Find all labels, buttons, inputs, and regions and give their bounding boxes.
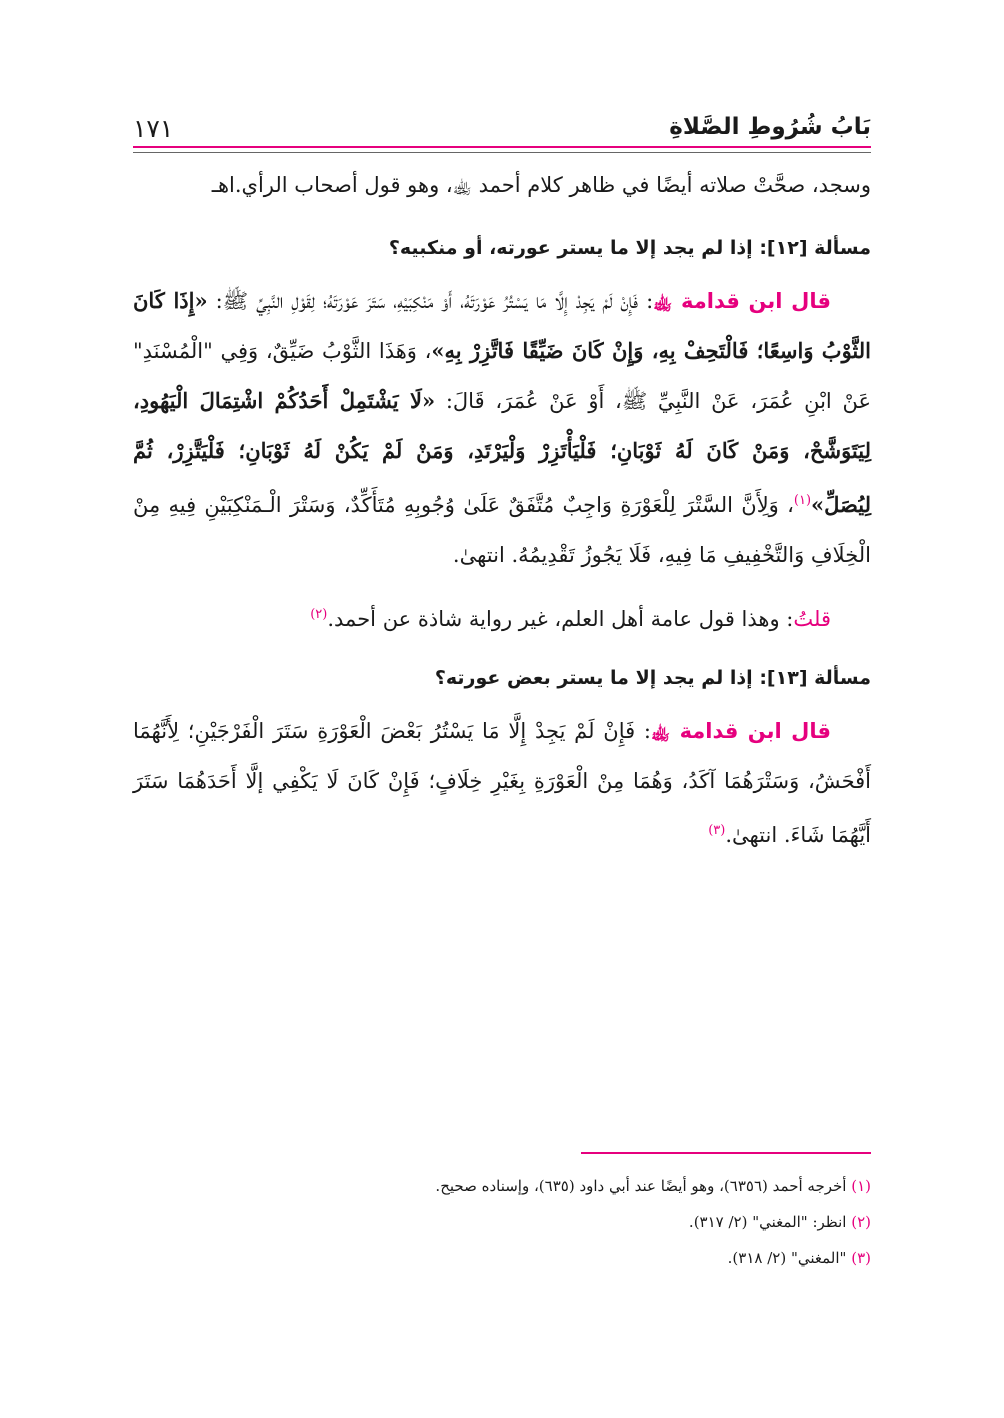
page-body — [133, 160, 871, 860]
hadith-2: «لَا يَشْتَمِلْ أَحَدُكُمْ اشْتِمَالَ الْيَهُودِ، لِيَتَوَشَّحْ، وَمَنْ كَانَ لَهُ ثَوْبَانِ؛ فَلْيَأْتَزِرْ وَلْيَرْتَدِ، وَمَنْ لَمْ يَكُنْ لَهُ ثَوْبَانِ؛ فَلْيَتَّزِرْ، ثُمَّ لِيُصَلِّ» — [133, 388, 871, 517]
footnote-3 — [133, 1240, 871, 1276]
p2-part1: : فَإِنْ لَمْ يَجِدْ إِلَّا مَا يَسْتُرُ عَوْرَتَهُ، أَوْ مَنْكِبَيْهِ، سَتَرَ عَوْرَتَهُ؛ لِقَوْلِ النَّبِيِّ ﷺ: — [207, 289, 654, 313]
p4-text: : فَإِنْ لَمْ يَجِدْ إِلَّا مَا يَسْتُرُ بَعْضَ الْعَوْرَةِ سَتَرَ الْفَرْجَيْنِ؛ لِأَنَّهُمَا أَفْحَشُ، وَسَتْرَهُمَا آكَدُ، وَهُمَا مِنْ الْعَوْرَةِ بِغَيْرِ خِلَافٍ؛ فَإِنْ كَانَ لَا يَكْفِي إلَّا أَحَدَهُمَا سَتَرَ أَيَّهُمَا شَاءَ. انتهىٰ. — [133, 719, 871, 847]
question-13-label: مسألة [١٣]: — [759, 667, 871, 689]
paragraph-2 — [133, 276, 871, 580]
question-12 — [133, 228, 871, 268]
chapter-title: بَابُ شُرُوطِ الصَّلاةِ — [669, 114, 871, 140]
question-12-text: إذا لم يجد إلا ما يستر عورته، أو منكبيه؟ — [388, 237, 753, 259]
footnote-1-text: أخرجه أحمد (٦٣٥٦)، وهو أيضًا عند أبي داود (٦٣٥)، وإسناده صحيح. — [435, 1177, 852, 1195]
question-13-text: إذا لم يجد إلا ما يستر بعض عورته؟ — [434, 667, 753, 689]
footnote-2-text: انظر: "المغني" (٢/ ٣١٧). — [688, 1213, 852, 1231]
p2-part2: ، وَهَذَا الثَّوْبُ ضَيِّقٌ، وَفِي "الْمُسْنَدِ" عَنْ ابْنِ عُمَرَ، عَنْ النَّبِيِّ ﷺ، أَوْ عَنْ عُمَرَ، قَالَ: — [133, 339, 871, 413]
footnote-ref-3[interactable]: (٣) — [708, 823, 726, 838]
paragraph-1: وسجد، صحَّتْ صلاته أيضًا في ظاهر كلام أحمد ﵀، وهو قول أصحاب الرأي.اهـ — [211, 173, 871, 197]
header-rule-gray — [133, 152, 871, 153]
qultu-label: قلتُ — [793, 607, 831, 631]
p2-part3: ، وَلِأَنَّ السَّتْرَ لِلْعَوْرَةِ وَاجِبٌ مُتَّفَقٌ عَلَىٰ وُجُوبِهِ مُتَأَكِّدٌ، وَسَتْرَ الْـمَنْكِبَيْنِ فِيهِ مِنْ الْخِلَافِ وَالتَّخْفِيفِ مَا فِيهِ، فَلَا يَجُوزُ تَقْدِيمُهُ. انتهىٰ. — [133, 493, 871, 567]
page — [133, 100, 871, 1380]
hadith-1: «إِذَا كَانَ الثَّوْبُ وَاسِعًا؛ فَالْتَحِفْ بِهِ، وَإِنْ كَانَ ضَيِّقًا فَاتَّزِرْ بِهِ» — [133, 288, 871, 363]
footnote-1 — [133, 1168, 871, 1204]
running-header — [133, 114, 871, 146]
paragraph-4 — [133, 706, 871, 860]
footnote-ref-2[interactable]: (٢) — [310, 607, 328, 622]
footnote-2-number: (٢) — [851, 1213, 871, 1231]
footnote-ref-1[interactable]: (١) — [793, 493, 812, 508]
page-number: ١٧١ — [133, 114, 174, 143]
footnote-separator — [581, 1152, 871, 1154]
footnote-1-number: (١) — [851, 1177, 871, 1195]
paragraph-3 — [133, 590, 871, 644]
footnote-3-number: (٣) — [851, 1249, 871, 1267]
speaker-ibn-qudama-2: قال ابن قدامة ﵀ — [650, 719, 831, 743]
question-13 — [133, 658, 871, 698]
header-rule-pink — [133, 146, 871, 148]
footnote-3-text: "المغني" (٢/ ٣١٨). — [727, 1249, 852, 1267]
question-12-label: مسألة [١٢]: — [759, 237, 871, 259]
footnotes — [133, 1168, 871, 1276]
footnote-2 — [133, 1204, 871, 1240]
speaker-ibn-qudama: قال ابن قدامة ﵀ — [653, 289, 831, 313]
p3-text: : وهذا قول عامة أهل العلم، غير رواية شاذة عن أحمد. — [327, 607, 794, 631]
